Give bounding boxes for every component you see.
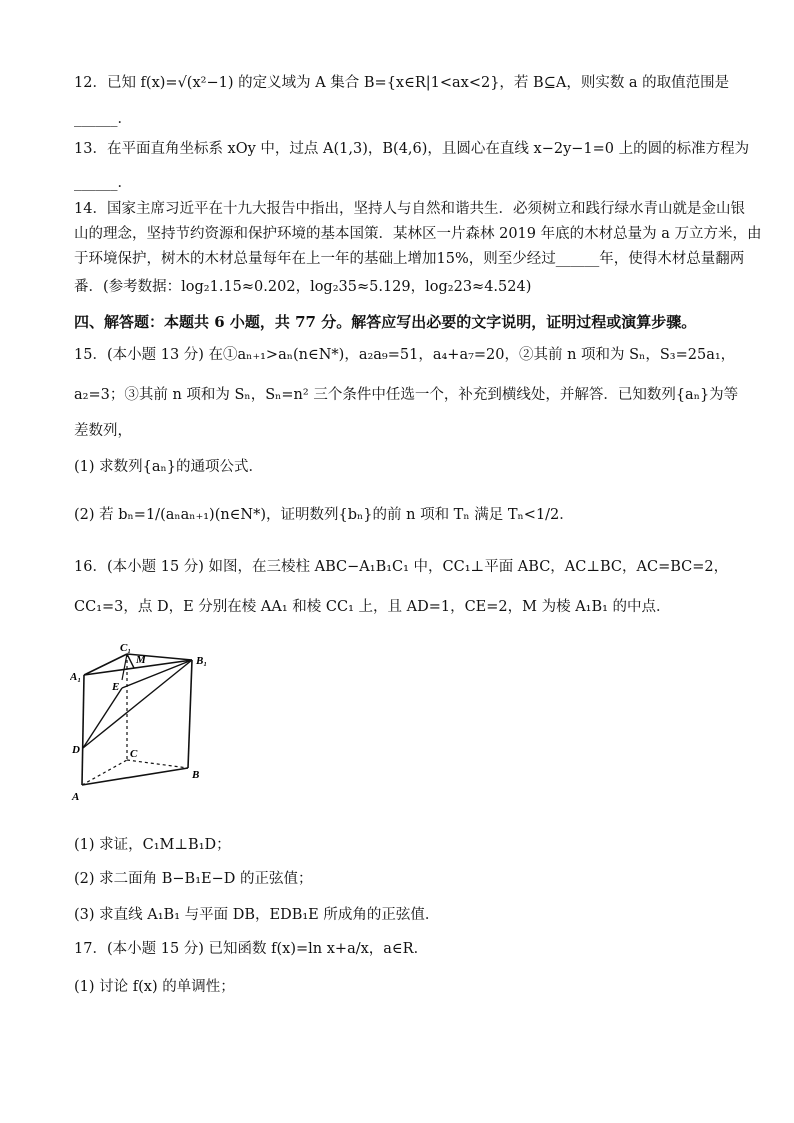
- q13-line2: ______．: [74, 175, 132, 191]
- q15-part2: (2) 若 bₙ=1/(aₙaₙ₊₁)(n∈N*)，证明数列{bₙ}的前 n 项和 Tₙ 满足 Tₙ<1/2．: [74, 507, 574, 523]
- q12-line2: ______．: [74, 111, 132, 127]
- q17-line1: 17．(本小题 15 分) 已知函数 f(x)=ln x+a/x，a∈R．: [74, 941, 429, 957]
- q17-part1: (1) 讨论 f(x) 的单调性；: [74, 979, 235, 995]
- section-four-heading: 四、解答题：本题共 6 小题，共 77 分。解答应写出必要的文字说明，证明过程或演算步骤。: [74, 313, 697, 331]
- q14-line2: 山的理念，坚持节约资源和保护环境的基本国策．某林区一片森林 2019 年底的木材总量为 a 万立方米，由: [74, 226, 762, 242]
- q14-line4: 番．(参考数据：log₂1.15≈0.202，log₂35≈5.129，log₂23≈4.524): [74, 279, 532, 295]
- label-C1: C₁: [120, 642, 132, 654]
- q13-line1: 13．在平面直角坐标系 xOy 中，过点 A(1,3)，B(4,6)，且圆心在直线 x−2y−1=0 上的圆的标准方程为: [74, 141, 750, 157]
- q15-line3: 差数列，: [74, 423, 132, 439]
- q12-line1: 12．已知 f(x)=√(x²−1) 的定义域为 A 集合 B={x∈R|1<ax<2}，若 B⊆A，则实数 a 的取值范围是: [74, 75, 730, 91]
- q15-part1: (1) 求数列{aₙ}的通项公式．: [74, 459, 264, 475]
- q14-line3: 于环境保护，树木的木材总量每年在上一年的基础上增加15%，则至少经过______年，使得木材总量翻两: [74, 251, 745, 267]
- q16-line1: 16．(本小题 15 分) 如图，在三棱柱 ABC−A₁B₁C₁ 中，CC₁⊥平面 ABC，AC⊥BC，AC=BC=2，: [74, 559, 729, 575]
- label-B1: B₁: [196, 655, 208, 667]
- label-D: D: [72, 744, 80, 756]
- q15-line1: 15．(本小题 13 分) 在①aₙ₊₁>aₙ(n∈N*)，a₂a₉=51，a₄+a₇=20，②其前 n 项和为 Sₙ，S₃=25a₁，: [74, 347, 736, 363]
- q15-line2: a₂=3；③其前 n 项和为 Sₙ，Sₙ=n² 三个条件中任选一个，补充到横线处，并解答．已知数列{aₙ}为等: [74, 387, 739, 403]
- label-M: M: [136, 654, 146, 666]
- prism-figure: [70, 640, 230, 815]
- q16-part2: (2) 求二面角 B−B₁E−D 的正弦值；: [74, 871, 313, 887]
- q16-part1: (1) 求证，C₁M⊥B₁D；: [74, 837, 231, 853]
- label-E: E: [112, 681, 120, 693]
- label-B: B: [192, 769, 200, 781]
- q16-part3: (3) 求直线 A₁B₁ 与平面 DB，EDB₁E 所成角的正弦值．: [74, 907, 440, 923]
- label-C: C: [130, 748, 138, 760]
- q14-line1: 14．国家主席习近平在十九大报告中指出，坚持人与自然和谐共生．必须树立和践行绿水青山就是金山银: [74, 201, 745, 217]
- q16-line2: CC₁=3，点 D，E 分别在棱 AA₁ 和棱 CC₁ 上，且 AD=1，CE=2，M 为棱 A₁B₁ 的中点．: [74, 599, 671, 615]
- label-A1: A₁: [70, 671, 82, 683]
- label-A: A: [72, 791, 80, 803]
